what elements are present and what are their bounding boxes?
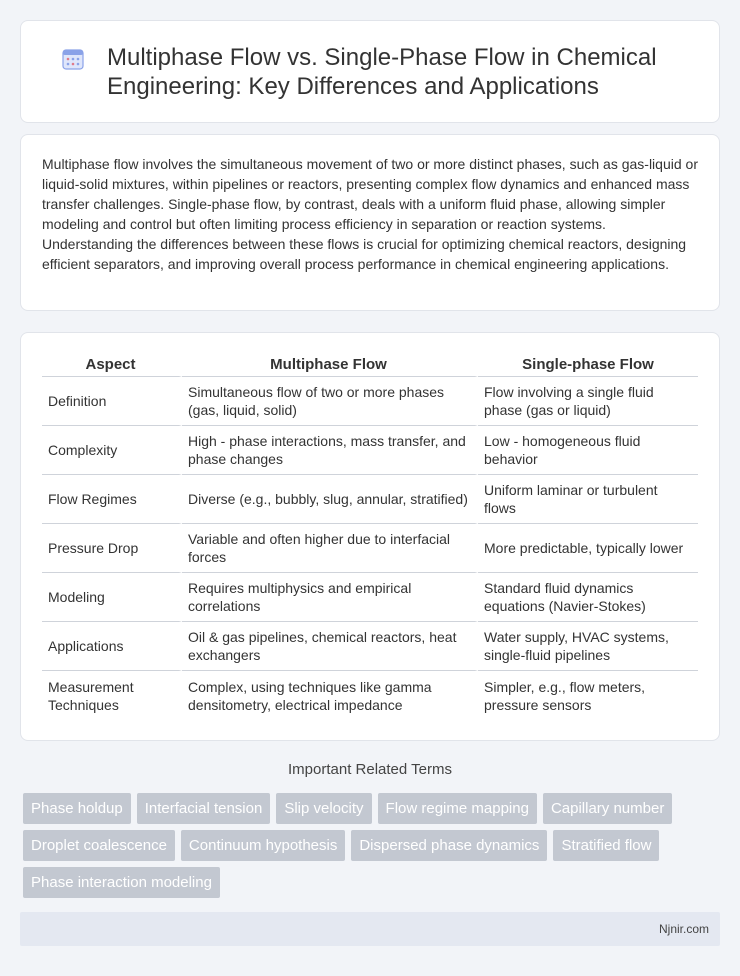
header-aspect: Aspect	[42, 354, 182, 377]
row-aspect: Flow Regimes	[42, 475, 182, 524]
comparison-table	[42, 354, 698, 720]
related-term-tag[interactable]: Flow regime mapping	[378, 793, 537, 824]
comparison-card	[20, 332, 720, 741]
header-single-phase: Single-phase Flow	[478, 354, 698, 377]
table-row	[42, 622, 698, 671]
row-multiphase: High - phase interactions, mass transfer, and phase changes	[182, 426, 478, 475]
intro-card	[20, 134, 720, 311]
header-multiphase: Multiphase Flow	[182, 354, 478, 377]
table-row	[42, 524, 698, 573]
row-aspect: Modeling	[42, 573, 182, 622]
related-term-tag[interactable]: Stratified flow	[553, 830, 659, 861]
calendar-icon	[61, 47, 85, 71]
row-aspect: Applications	[42, 622, 182, 671]
row-single-phase: Water supply, HVAC systems, single-fluid pipelines	[478, 622, 698, 671]
table-row	[42, 573, 698, 622]
footer-site-link[interactable]: Njnir.com	[658, 922, 709, 936]
row-single-phase: Standard fluid dynamics equations (Navier-Stokes)	[478, 573, 698, 622]
row-aspect: Measurement Techniques	[42, 671, 182, 720]
related-term-tag[interactable]: Slip velocity	[276, 793, 371, 824]
row-multiphase: Simultaneous flow of two or more phases (gas, liquid, solid)	[182, 377, 478, 426]
table-row	[42, 671, 698, 720]
related-term-tag[interactable]: Interfacial tension	[137, 793, 271, 824]
title-card	[20, 20, 720, 123]
table-row	[42, 475, 698, 524]
related-terms-list	[23, 793, 723, 904]
related-term-tag[interactable]: Continuum hypothesis	[181, 830, 345, 861]
row-aspect: Complexity	[42, 426, 182, 475]
table-header-row	[42, 354, 698, 377]
table-row	[42, 426, 698, 475]
row-multiphase: Variable and often higher due to interfacial forces	[182, 524, 478, 573]
row-single-phase: Flow involving a single fluid phase (gas or liquid)	[478, 377, 698, 426]
row-single-phase: Simpler, e.g., flow meters, pressure sensors	[484, 678, 646, 713]
row-single-phase: Uniform laminar or turbulent flows	[478, 475, 698, 524]
related-term-tag[interactable]: Phase holdup	[23, 793, 131, 824]
related-term-tag[interactable]: Dispersed phase dynamics	[351, 830, 547, 861]
related-terms-heading: Important Related Terms	[288, 761, 452, 778]
row-multiphase: Complex, using techniques like gamma densitometry, electrical impedance	[182, 671, 478, 720]
intro-paragraph: Multiphase flow involves the simultaneous movement of two or more distinct phases, such as gas-liquid or liquid-solid mixtures, within pipelines or reactors, presenting complex flow dynamics and enhanced mass transfer challenges. Single-phase flow, by contrast, deals with a uniform fluid phase, allowing simpler modeling and control but often limiting process efficiency in separation or reaction systems. Understanding the differences between these flows is crucial for optimizing chemical reactors, designing efficient separators, and improving overall process performance in chemical engineering applications.	[42, 156, 698, 272]
row-multiphase: Oil & gas pipelines, chemical reactors, heat exchangers	[182, 622, 478, 671]
row-aspect: Definition	[42, 377, 182, 426]
title-row	[21, 43, 719, 101]
row-single-phase: More predictable, typically lower	[478, 524, 698, 573]
related-term-tag[interactable]: Capillary number	[543, 793, 672, 824]
row-aspect: Pressure Drop	[42, 524, 182, 573]
page-title: Multiphase Flow vs. Single-Phase Flow in Chemical Engineering: Key Differences and Applications	[107, 44, 657, 100]
footer	[20, 912, 720, 946]
related-term-tag[interactable]: Droplet coalescence	[23, 830, 175, 861]
row-multiphase: Diverse (e.g., bubbly, slug, annular, stratified)	[182, 475, 478, 524]
table-row	[42, 377, 698, 426]
row-multiphase: Requires multiphysics and empirical correlations	[182, 573, 478, 622]
row-single-phase: Low - homogeneous fluid behavior	[478, 426, 698, 475]
related-term-tag[interactable]: Phase interaction modeling	[23, 867, 220, 898]
